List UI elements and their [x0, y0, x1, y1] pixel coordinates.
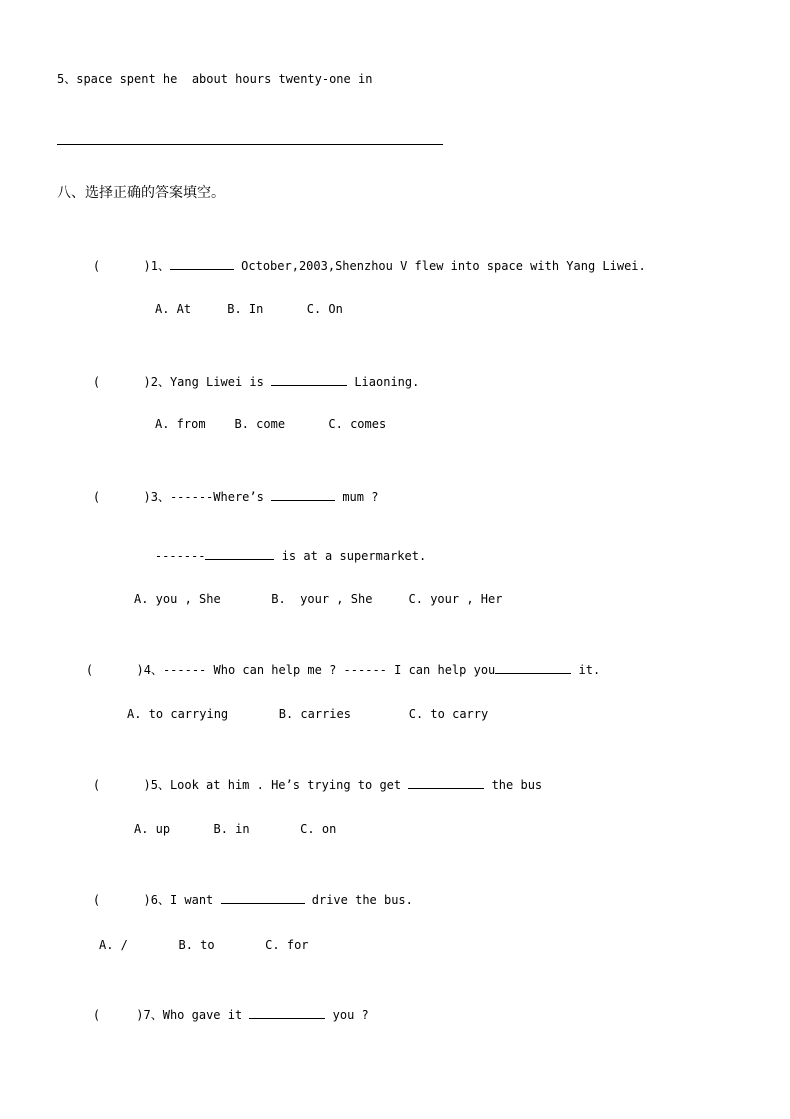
question-number: 7、 [143, 1008, 163, 1022]
question-1 [64, 244, 646, 287]
question-text-after: the bus [484, 778, 543, 792]
question-number: 4、 [143, 663, 163, 677]
fill-blank[interactable] [170, 258, 234, 270]
answer-parens[interactable]: ( ) [92, 490, 151, 504]
question-text-after: it. [571, 663, 601, 677]
question-text-after: you ? [325, 1008, 369, 1022]
answer-parens[interactable]: ( ) [92, 1008, 144, 1022]
question-number: 3、 [150, 490, 170, 504]
question-4 [57, 648, 600, 691]
answer-parens[interactable]: ( ) [92, 778, 151, 792]
question-text-before: I want [169, 893, 221, 907]
answer-parens[interactable]: ( ) [92, 893, 151, 907]
question-number: 6、 [150, 893, 170, 907]
question-6-options: A. / B. to C. for [99, 938, 309, 952]
question-text-before: ------ Who can help me ? ------ I can help you [162, 663, 496, 677]
question-text-before: Yang Liwei is [169, 375, 272, 389]
section-heading: 八、选择正确的答案填空。 [57, 185, 225, 201]
reply-text-after: is at a supermarket. [274, 549, 427, 563]
question-text-after: October,2003,Shenzhou V flew into space with Yang Liwei. [233, 259, 646, 273]
question-3-options: A. you , She B. your , She C. your , Her [134, 592, 503, 606]
answer-parens[interactable]: ( ) [85, 663, 144, 677]
question-6 [64, 878, 413, 921]
question-number: 5、 [150, 778, 170, 792]
fill-blank[interactable] [205, 548, 274, 560]
question-text-before: ------Where’s [169, 490, 272, 504]
question-number: 1、 [150, 259, 170, 273]
answer-parens[interactable]: ( ) [92, 259, 151, 273]
fill-blank[interactable] [495, 662, 571, 674]
question-text-after: mum ? [335, 490, 379, 504]
reorder-question-5: 5、space spent he about hours twenty-one in [57, 72, 373, 86]
fill-blank[interactable] [221, 892, 305, 904]
question-5-options: A. up B. in C. on [134, 822, 337, 836]
question-text-after: drive the bus. [304, 893, 413, 907]
question-2 [64, 360, 419, 403]
fill-blank[interactable] [271, 489, 335, 501]
question-3-reply [126, 534, 426, 577]
question-text-after: Liaoning. [347, 375, 420, 389]
answer-line[interactable] [57, 144, 443, 145]
question-text-before: Who gave it [162, 1008, 250, 1022]
question-number: 2、 [150, 375, 170, 389]
reply-dashes: ------- [154, 549, 206, 563]
question-2-options: A. from B. come C. comes [155, 417, 387, 431]
question-text-before: Look at him . He’s trying to get [169, 778, 409, 792]
question-1-options: A. At B. In C. On [155, 302, 343, 316]
fill-blank[interactable] [271, 374, 347, 386]
question-4-options: A. to carrying B. carries C. to carry [127, 707, 489, 721]
fill-blank[interactable] [249, 1007, 325, 1019]
question-5 [64, 763, 542, 806]
answer-parens[interactable]: ( ) [92, 375, 151, 389]
fill-blank[interactable] [408, 777, 484, 789]
question-7 [64, 993, 369, 1036]
question-3 [64, 475, 378, 518]
